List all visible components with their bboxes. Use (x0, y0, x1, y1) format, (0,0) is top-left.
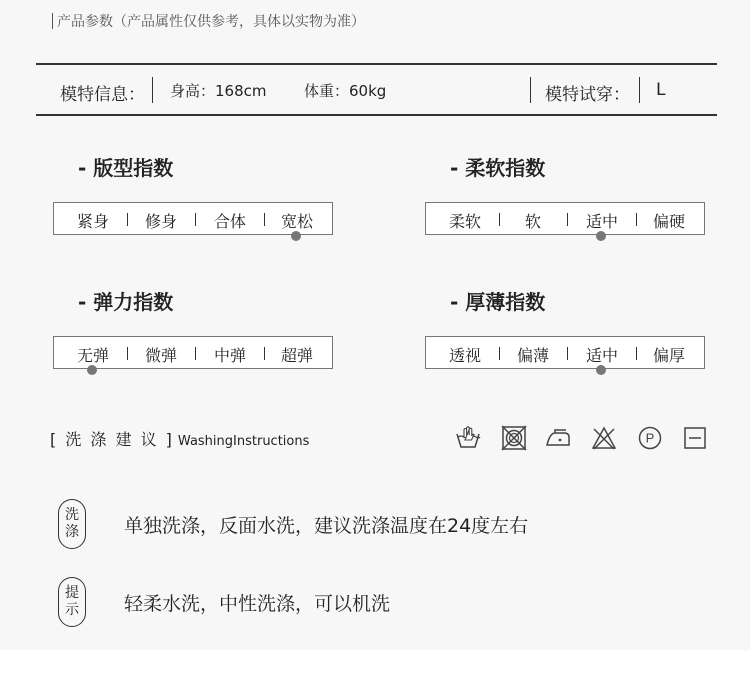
elasticity-index-scale (53, 336, 333, 369)
model-height: 身高：168cm (170, 82, 267, 100)
scale-option: 无弹 (76, 346, 109, 365)
badge-char: 涤 (65, 524, 79, 540)
scale-option: 中弹 (213, 346, 246, 365)
do-not-bleach-icon (591, 425, 617, 451)
scale-option: 软 (524, 212, 541, 231)
scale-marker (291, 231, 301, 241)
model-try-label: 模特试穿： (545, 85, 630, 105)
scale-option: 修身 (144, 212, 177, 231)
model-info-bar (36, 63, 717, 116)
tip-badge (58, 577, 86, 627)
scale-tick (499, 347, 500, 360)
scale-option: 偏硬 (652, 212, 685, 231)
scale-option: 偏厚 (652, 346, 685, 365)
scale-tick (499, 213, 500, 226)
section-title (52, 11, 365, 31)
scale-option: 合体 (213, 212, 246, 231)
fit-index-title: - 版型指数 (78, 156, 174, 180)
model-try-size: L (656, 80, 666, 100)
divider (530, 77, 531, 103)
wash-note: 单独洗涤，反面水洗，建议洗涤温度在24度左右 (124, 515, 529, 537)
scale-option: 微弹 (144, 346, 177, 365)
scale-tick (567, 213, 568, 226)
scale-tick (567, 347, 568, 360)
scale-option: 偏薄 (516, 346, 549, 365)
scale-option: 适中 (585, 346, 618, 365)
divider (639, 77, 640, 103)
fit-index-scale (53, 202, 333, 235)
hand-wash-icon (455, 425, 481, 451)
scale-option: 透视 (448, 346, 481, 365)
thickness-index-scale (425, 336, 705, 369)
scale-option: 宽松 (280, 212, 313, 231)
tip-note: 轻柔水洗，中性洗涤，可以机洗 (124, 593, 391, 615)
wash-heading (50, 427, 309, 450)
scale-option: 适中 (585, 212, 618, 231)
title-bar (52, 13, 53, 29)
scale-option: 紧身 (76, 212, 109, 231)
wash-heading-en: WashingInstructions (177, 434, 310, 449)
scale-option: 超弹 (280, 346, 313, 365)
scale-marker (596, 365, 606, 375)
scale-tick (127, 213, 128, 226)
scale-marker (87, 365, 97, 375)
scale-option: 柔软 (448, 212, 481, 231)
scale-tick (264, 213, 265, 226)
badge-char: 洗 (65, 507, 79, 523)
do-not-tumble-dry-icon (501, 425, 527, 451)
section-title-text: 产品参数（产品属性仅供参考，具体以实物为准） (57, 14, 365, 30)
scale-tick (264, 347, 265, 360)
scale-tick (127, 347, 128, 360)
badge-char: 提 (65, 585, 79, 601)
iron-low-icon (545, 425, 571, 451)
scale-marker (596, 231, 606, 241)
dry-flat-icon (682, 425, 708, 451)
wash-badge (58, 499, 86, 549)
divider (152, 77, 153, 103)
model-label: 模特信息： (60, 85, 145, 105)
scale-tick (195, 347, 196, 360)
scale-tick (636, 347, 637, 360)
scale-tick (636, 213, 637, 226)
softness-index-title: - 柔软指数 (450, 156, 546, 180)
softness-index-scale (425, 202, 705, 235)
scale-tick (195, 213, 196, 226)
bottom-strip (0, 650, 750, 680)
thickness-index-title: - 厚薄指数 (450, 290, 546, 314)
elasticity-index-title: - 弹力指数 (78, 290, 174, 314)
model-weight: 体重：60kg (304, 82, 387, 100)
wash-heading-cn: [ 洗 涤 建 议 ] (50, 430, 174, 449)
dry-clean-letter: P (645, 430, 655, 446)
badge-char: 示 (65, 602, 79, 618)
dry-clean-p-icon (637, 425, 663, 451)
